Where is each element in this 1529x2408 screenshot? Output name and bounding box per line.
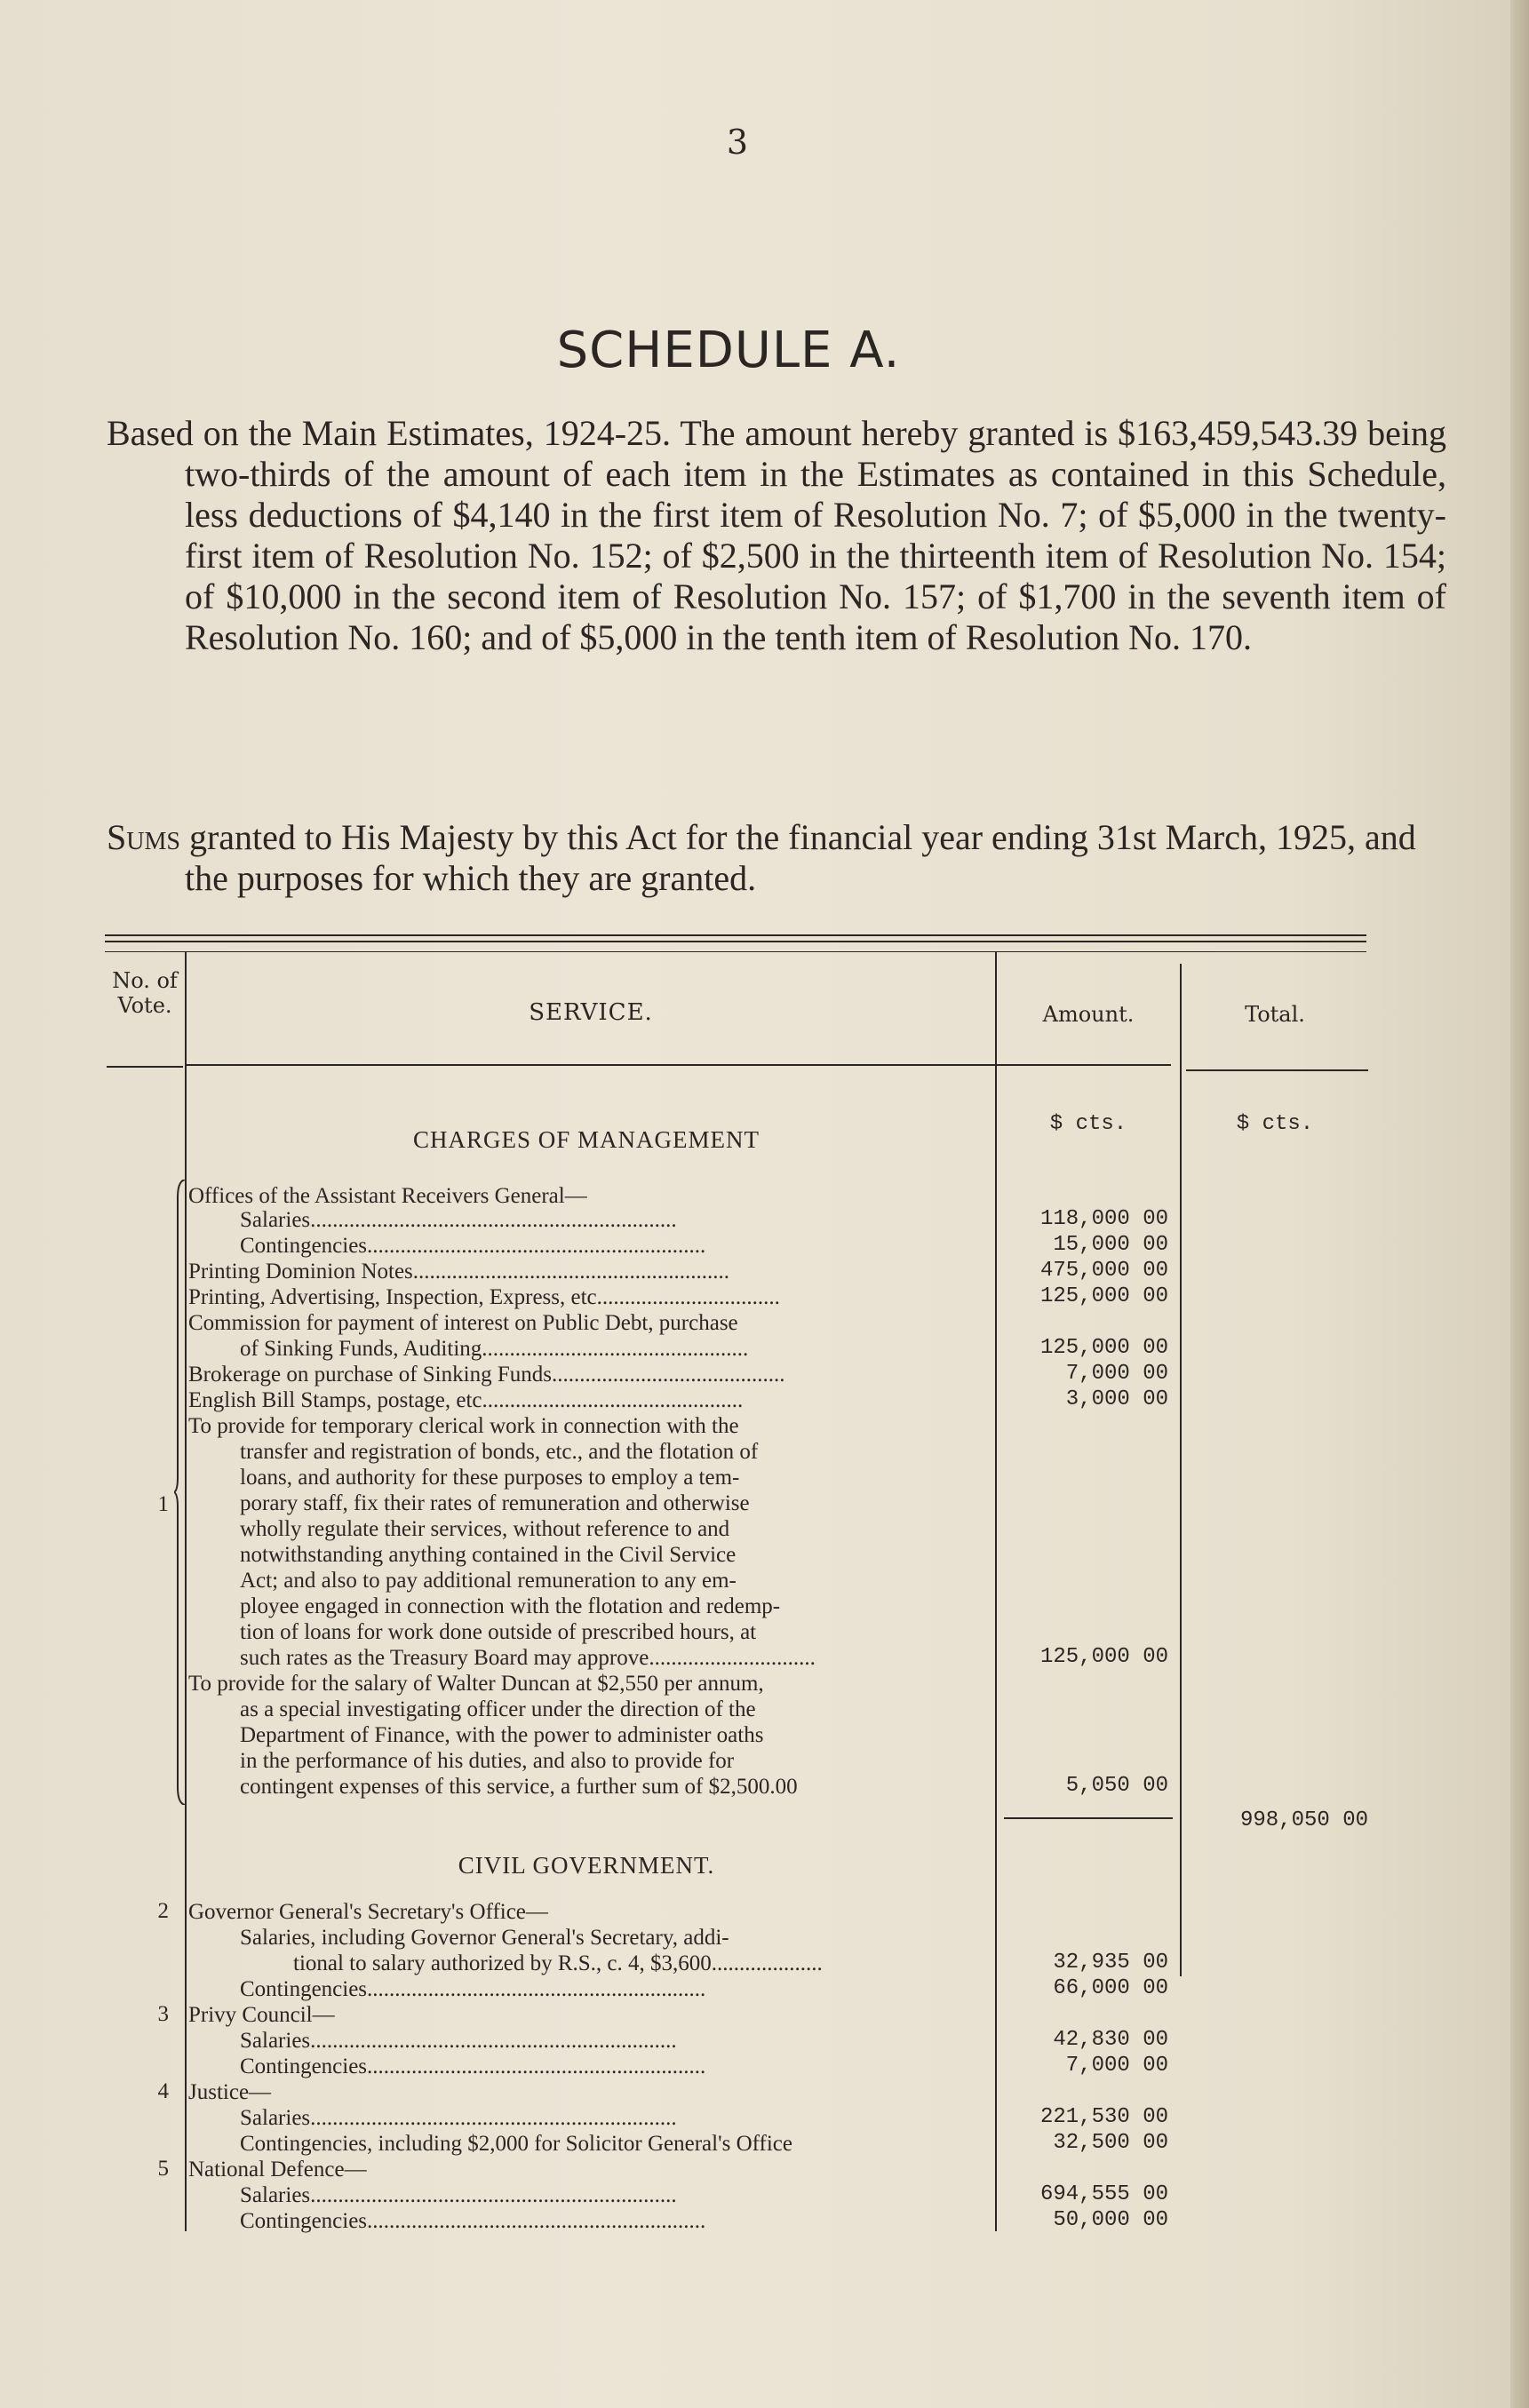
- page-edge: [1510, 0, 1529, 2408]
- service-line: Contingencies.............................................................: [240, 1977, 706, 2001]
- section-civil-government: CIVIL GOVERNMENT.: [458, 1852, 715, 1879]
- dot-leader: ...............................................: [482, 1388, 744, 1412]
- amount-value: 50,000 00: [1053, 2208, 1168, 2232]
- dot-leader: .............................................................: [367, 2209, 706, 2233]
- dot-leader: ..........................................: [551, 1363, 785, 1387]
- vote-number: 4: [157, 2079, 169, 2103]
- dot-leader: ....................: [711, 1951, 823, 1975]
- service-line: Commission for payment of interest on Public Debt, purchase: [188, 1311, 738, 1335]
- header-total: Total.: [1245, 1002, 1305, 1027]
- service-line: contingent expenses of this service, a further sum of $2,500.00: [240, 1775, 798, 1799]
- amount-value: 42,830 00: [1053, 2028, 1168, 2052]
- service-line: Salaries..................................................................: [240, 1208, 677, 1232]
- header-service: SERVICE.: [529, 999, 653, 1026]
- amount-value: 125,000 00: [1039, 1645, 1168, 1669]
- service-line: Governor General's Secretary's Office—: [188, 1900, 548, 1924]
- amount-value: 32,935 00: [1053, 1951, 1168, 1975]
- amount-value: 125,000 00: [1039, 1284, 1168, 1308]
- service-line: National Defence—: [188, 2158, 367, 2182]
- amount-value: 221,530 00: [1039, 2105, 1168, 2129]
- subtotal-rule: [1004, 1817, 1173, 1819]
- vote-number: 1: [157, 1492, 169, 1516]
- header-vote: No. of Vote.: [112, 968, 178, 1018]
- service-line: Privy Council—: [188, 2003, 335, 2027]
- amount-value: 32,500 00: [1053, 2131, 1168, 2155]
- sums-paragraph: [107, 817, 1446, 899]
- total-charges-of-management: 998,050 00: [1239, 1808, 1368, 1832]
- service-line: Salaries..................................................................: [240, 2183, 677, 2207]
- amount-value: 694,555 00: [1039, 2182, 1168, 2206]
- sums-rest: granted to His Majesty by this Act for the financial year ending 31st March, 1925, and the purposes for which they are granted.: [179, 817, 1416, 898]
- table-top-rule: [105, 934, 1366, 936]
- vote-number: 3: [157, 2002, 169, 2026]
- section-charges-of-management: CHARGES OF MANAGEMENT: [412, 1126, 761, 1153]
- dot-leader: ................................................: [482, 1337, 749, 1361]
- service-line: Contingencies, including $2,000 for Solicitor General's Office: [240, 2132, 792, 2156]
- amount-value: 7,000 00: [1065, 1362, 1168, 1386]
- dot-leader: .............................................................: [367, 1234, 706, 1258]
- table-top-rule-3: [105, 951, 1366, 952]
- header-rule-service: [187, 1064, 1171, 1066]
- dot-leader: ..............................: [649, 1646, 816, 1670]
- service-line: Department of Finance, with the power to administer oaths: [240, 1723, 764, 1747]
- total-unit: $ cts.: [1236, 1112, 1314, 1136]
- service-line: notwithstanding anything contained in the Civil Service: [240, 1543, 737, 1567]
- dot-leader: .........................................................: [412, 1260, 730, 1283]
- service-line: To provide for the salary of Walter Duncan at $2,550 per annum,: [188, 1672, 764, 1696]
- service-line: tion of loans for work done outside of prescribed hours, at: [240, 1620, 757, 1644]
- service-line: such rates as the Treasury Board may approve..............................: [240, 1646, 816, 1670]
- schedule-heading: SCHEDULE A.: [556, 322, 901, 379]
- sums-lead: Sums: [107, 817, 180, 857]
- service-line: Printing Dominion Notes.........................................................: [188, 1260, 730, 1283]
- service-line: To provide for temporary clerical work in connection with the: [188, 1414, 739, 1438]
- service-line: Contingencies.............................................................: [240, 2209, 706, 2233]
- service-line: wholly regulate their services, without reference to and: [240, 1517, 730, 1541]
- dot-leader: .................................: [596, 1285, 780, 1309]
- dot-leader: ..................................................................: [310, 2029, 677, 2053]
- service-line: Printing, Advertising, Inspection, Express, etc.................................: [188, 1285, 780, 1309]
- service-line: Offices of the Assistant Receivers General—: [188, 1184, 587, 1208]
- amount-value: 7,000 00: [1065, 2054, 1168, 2078]
- vote-number: 2: [157, 1899, 169, 1923]
- intro-paragraph: Based on the Main Estimates, 1924-25. The amount hereby granted is $163,459,543.39 being two-thirds of the amount of each item in the Estimates as contained in this Schedule, less deductions of $4,140 in the first item of Resolution No. 7; of $5,000 in the twenty-first item of Resolution No. 152; of $2,500 in the thirteenth item of Resolution No. 154; of $10,000 in the second item of Resolution No. 157; of $1,700 in the seventh item of Resolution No. 160; and of $5,000 in the tenth item of Resolution No. 170.: [107, 413, 1446, 657]
- header-rule-total: [1186, 1069, 1368, 1071]
- service-line: in the performance of his duties, and also to provide for: [240, 1749, 735, 1773]
- dot-leader: ..................................................................: [310, 1208, 677, 1232]
- amount-unit: $ cts.: [1049, 1112, 1127, 1136]
- vote-1-brace: [174, 1180, 187, 1805]
- service-line: Salaries, including Governor General's Secretary, addi-: [240, 1926, 729, 1950]
- service-line: English Bill Stamps, postage, etc...............................................: [188, 1388, 744, 1412]
- dot-leader: ..................................................................: [310, 2106, 677, 2130]
- amount-value: 3,000 00: [1065, 1387, 1168, 1411]
- amount-value: 66,000 00: [1053, 1976, 1168, 2000]
- dot-leader: .............................................................: [367, 2054, 706, 2078]
- service-line: Contingencies.............................................................: [240, 2054, 706, 2078]
- amount-value: 125,000 00: [1039, 1336, 1168, 1360]
- service-line: tional to salary authorized by R.S., c. 4, $3,600....................: [293, 1951, 823, 1975]
- service-line: as a special investigating officer under the direction of the: [240, 1697, 756, 1721]
- service-line: Act; and also to pay additional remuneration to any em-: [240, 1569, 737, 1593]
- header-amount: Amount.: [1042, 1002, 1135, 1027]
- service-line: of Sinking Funds, Auditing................................................: [240, 1337, 749, 1361]
- service-line: ployee engaged in connection with the flotation and redemp-: [240, 1594, 781, 1618]
- service-line: porary staff, fix their rates of remuneration and otherwise: [240, 1491, 750, 1515]
- service-line: transfer and registration of bonds, etc., and the flotation of: [240, 1440, 759, 1464]
- dot-leader: .............................................................: [367, 1977, 706, 2001]
- service-line: Salaries..................................................................: [240, 2029, 677, 2053]
- amount-value: 5,050 00: [1065, 1774, 1168, 1798]
- service-line: loans, and authority for these purposes to employ a tem-: [240, 1466, 740, 1490]
- service-line: Justice—: [188, 2080, 272, 2104]
- service-line: Contingencies.............................................................: [240, 1234, 706, 1258]
- amount-value: 118,000 00: [1039, 1207, 1168, 1231]
- amount-value: 475,000 00: [1039, 1259, 1168, 1283]
- vote-number: 5: [157, 2157, 169, 2181]
- service-line: Salaries..................................................................: [240, 2106, 677, 2130]
- amount-value: 15,000 00: [1053, 1233, 1168, 1257]
- table-top-rule-2: [105, 941, 1366, 942]
- service-line: Brokerage on purchase of Sinking Funds..........................................: [188, 1363, 785, 1387]
- dot-leader: ..................................................................: [310, 2183, 677, 2207]
- page-number: 3: [726, 123, 749, 162]
- header-rule-vote: [107, 1066, 183, 1068]
